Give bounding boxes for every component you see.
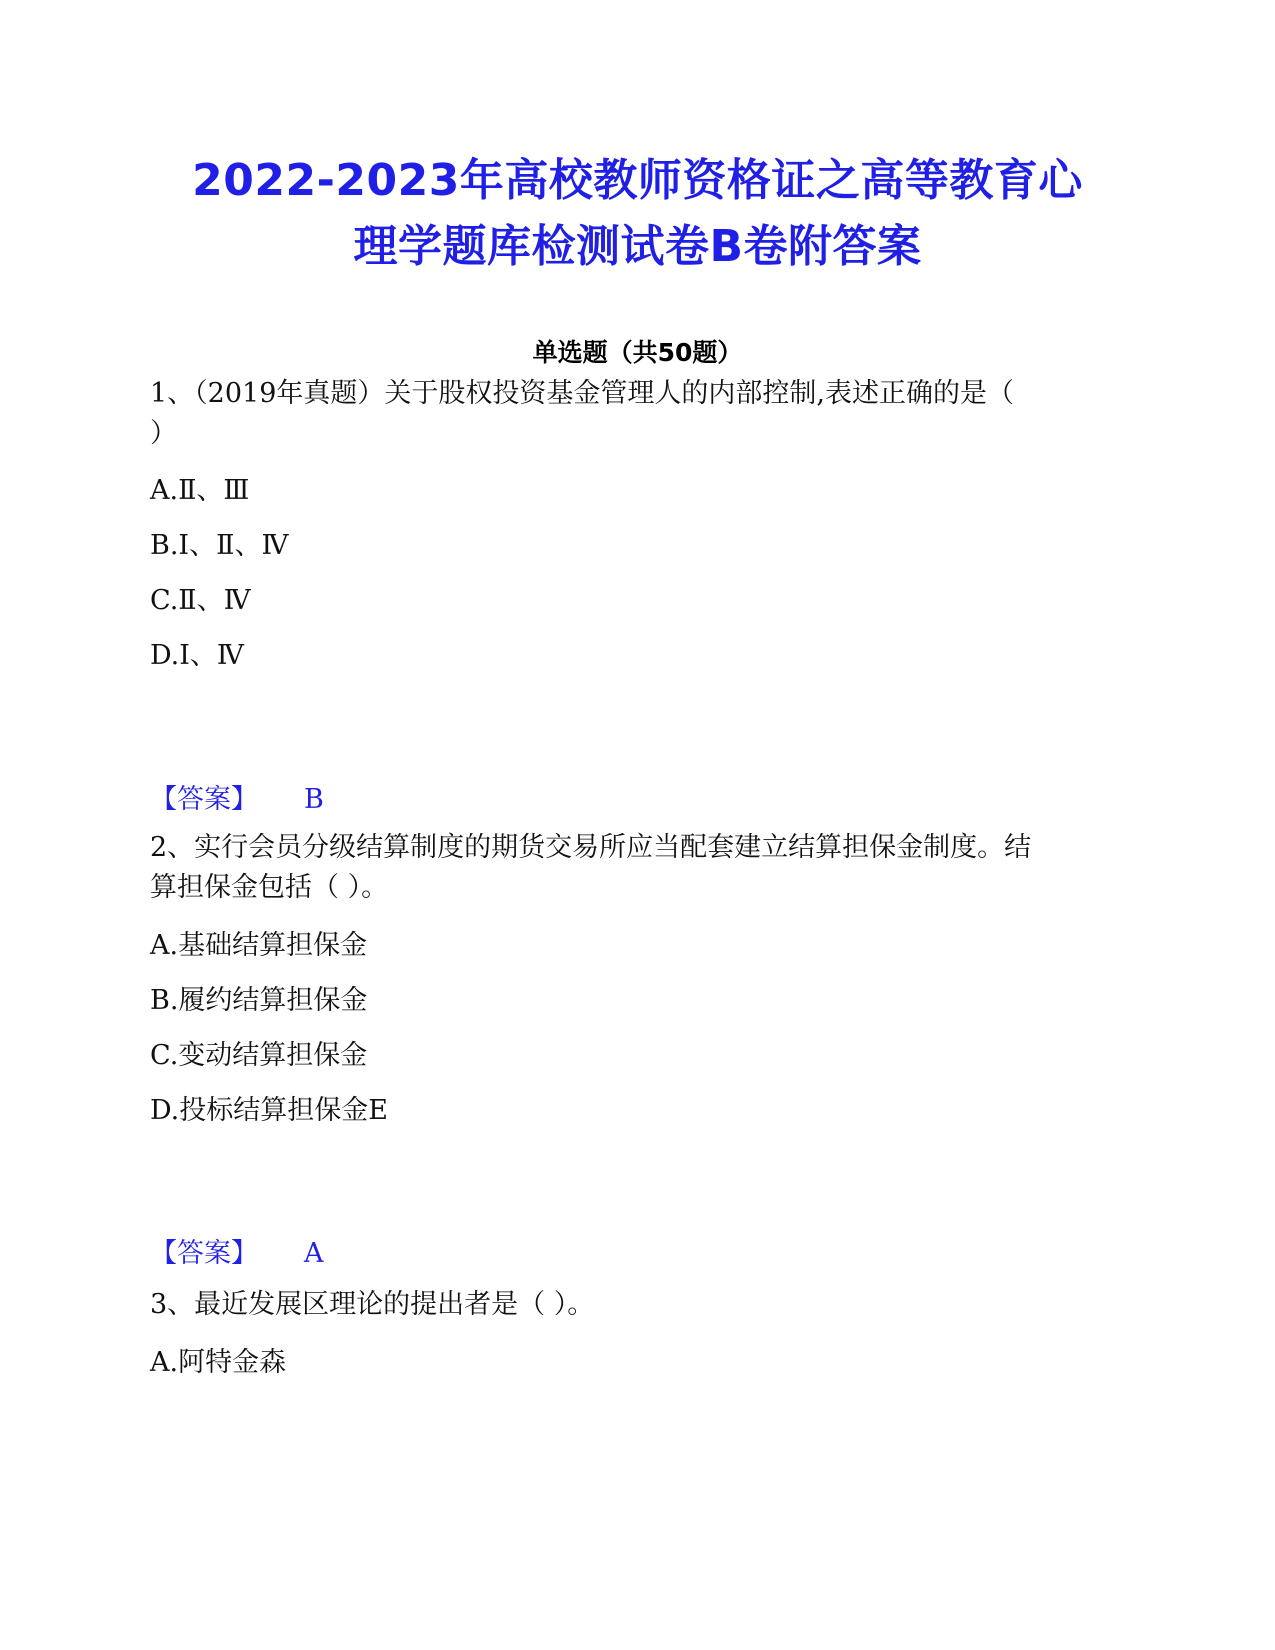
title-line-2: 理学题库检测试卷B卷附答案 bbox=[353, 221, 922, 272]
question-1-option-b: B.Ⅰ、Ⅱ、Ⅳ bbox=[150, 530, 289, 561]
question-2-stem-line-1: 2、实行会员分级结算制度的期货交易所应当配套建立结算担保金制度。结 bbox=[150, 832, 1032, 863]
answer-value: A bbox=[304, 1238, 324, 1269]
question-2-option-b: B.履约结算担保金 bbox=[150, 985, 368, 1016]
question-3-stem bbox=[150, 1285, 1100, 1325]
question-3-stem-line-1: 3、最近发展区理论的提出者是（ ）。 bbox=[150, 1289, 595, 1320]
question-1-option-c: C.Ⅱ、Ⅳ bbox=[150, 585, 251, 616]
question-2-option-d: D.投标结算担保金E bbox=[150, 1095, 388, 1126]
question-1-stem-line-2: ） bbox=[150, 418, 177, 449]
question-1-stem-line-1: 1、（2019年真题）关于股权投资基金管理人的内部控制,表述正确的是（ bbox=[150, 378, 1014, 409]
question-1-option-d: D.Ⅰ、Ⅳ bbox=[150, 640, 244, 671]
question-2-answer bbox=[150, 1231, 324, 1270]
question-2-option-c: C.变动结算担保金 bbox=[150, 1040, 368, 1071]
answer-label: 【答案】 bbox=[150, 1238, 258, 1269]
question-3-option-a: A.阿特金森 bbox=[150, 1347, 287, 1378]
question-2-stem bbox=[150, 828, 1100, 908]
answer-value: B bbox=[304, 784, 324, 815]
question-1-answer bbox=[150, 777, 324, 816]
question-1-option-a: A.Ⅱ、Ⅲ bbox=[150, 475, 250, 506]
document-title bbox=[100, 148, 1175, 280]
section-heading: 单选题（共50题） bbox=[532, 338, 743, 367]
question-1-stem bbox=[150, 374, 1100, 454]
title-line-1: 2022-2023年高校教师资格证之高等教育心 bbox=[192, 155, 1083, 206]
answer-label: 【答案】 bbox=[150, 784, 258, 815]
question-2-option-a: A.基础结算担保金 bbox=[150, 930, 368, 961]
question-2-stem-line-2: 算担保金包括（ ）。 bbox=[150, 872, 389, 903]
